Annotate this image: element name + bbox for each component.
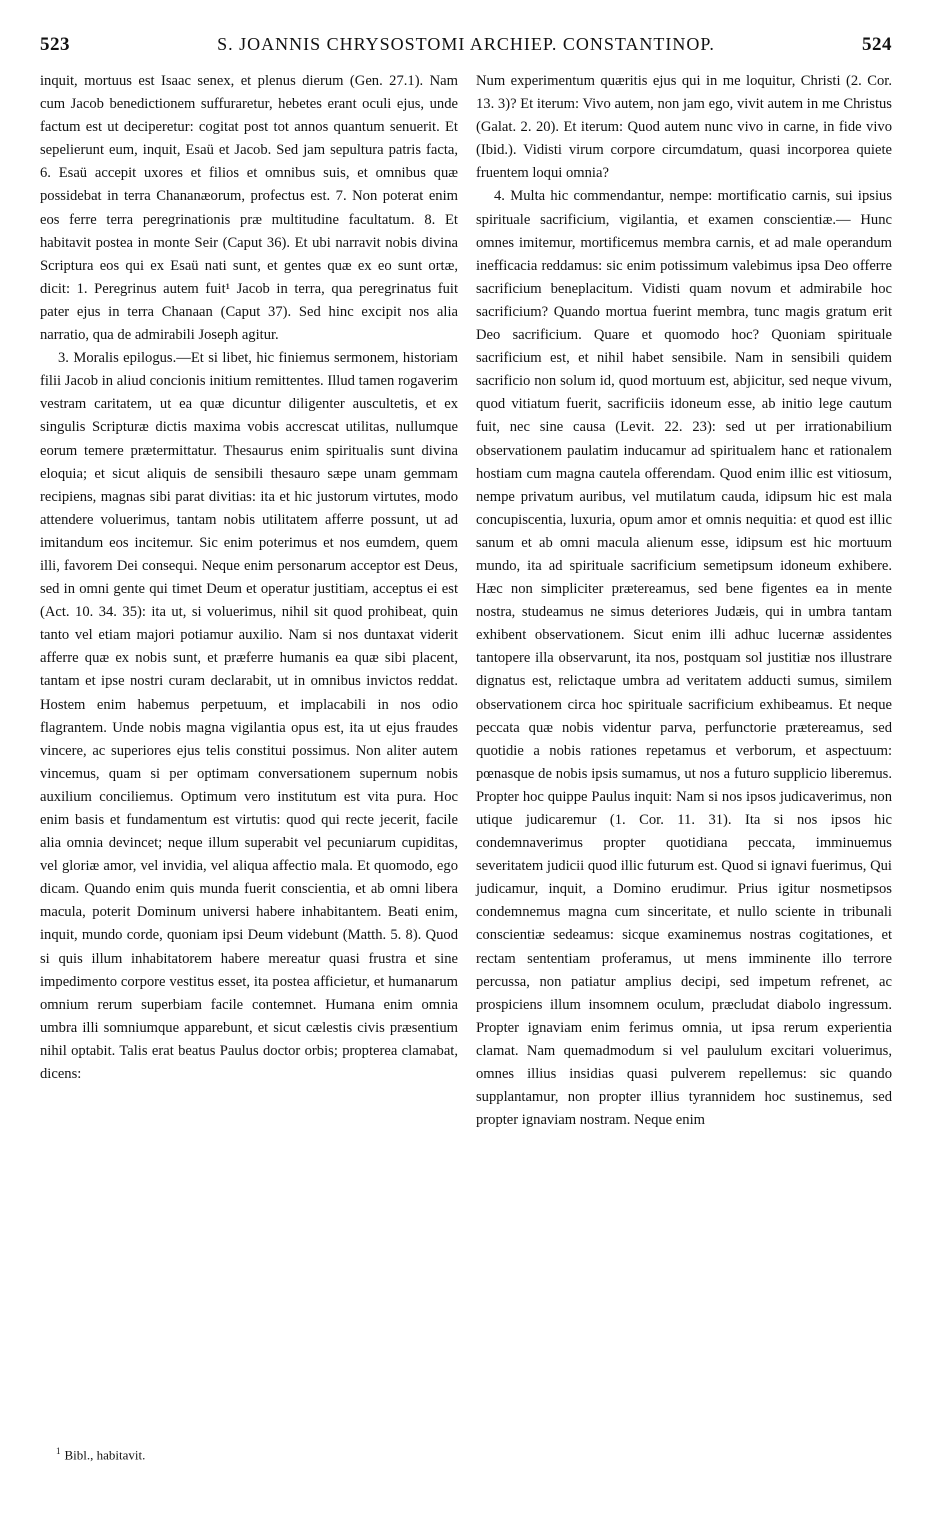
- right-column: [476, 70, 892, 1132]
- footnote: [56, 1442, 145, 1464]
- running-title: S. JOANNIS CHRYSOSTOMI ARCHIEP. CONSTANTINOP.: [217, 34, 715, 54]
- left-paragraph-2: 3. Moralis epilogus.—Et si libet, hic finiemus sermonem, historiam filii Jacob in aliud concionis initium remittentes. Illud tamen rogaverim vestram caritatem, ut ea quæ dicuntur diligenter auscultetis, et ex singulis Scripturæ dictis maxima vobis accrescat utilitas, nullumque eorum temere prætermittatur. Thesaurus enim spiritualis sunt divina eloquia; et sicut aliquis de sensibili thesauro sæpe unam gemmam recipiens, magnas sibi parat divitias: ita et hic justorum virtutes, modo attendere voluerimus, tantam nobis utilitatem afferre possunt, ut ad imitandum eos incitemur. Sic enim poterimus et nos eumdem, quem illi, favorem Dei consequi. Neque enim personarum acceptor est Deus, sed in omni gente qui timet Deum et operatur justitiam, acceptus ei est (Act. 10. 34. 35): ita ut, si voluerimus, nihil sit quod prohibeat, quin tanto vel etiam majori potiamur auxilio. Nam si nos duntaxat viderit afferre quæ ex nobis sunt, et præferre humanis ea quæ sibi placent, tantam et ipse nostri curam declarabit, ut in omnibus invictos reddat. Hostem enim habemus perpetuum, et implacabili in nos odio flagrantem. Unde nobis magna vigilantia opus est, ita ut ejus fraudes vincere, ac superiores ejus telis constitui possimus. Non aliter autem vincemus, quam si per optimam conversationem supernum nobis auxilium conciliemus. Optimum vero institutum est vita pura. Hoc enim basis et fundamentum est virtutis: quod qui recte jecerit, facile alia omnia devincet; neque illum superabit vel pecuniarum cupiditas, vel gloriæ amor, vel invidia, vel aliqua affectio mala. Et quomodo, ego dicam. Quando enim quis munda fuerit conscientia, et ab omni libera macula, poterit Dominum universi habere inhabitantem. Beati enim, inquit, mundo corde, quoniam ipsi Deum videbunt (Matth. 5. 8). Quod si quis illum inhabitatorem habere mereatur quasi frustra et sine impedimento corpore vestitus esset, ita postea afficietur, et humanarum omnium rerum superbiam facile contemnet. Humana enim omnia umbra illi somniumque apparebunt, et sicut cælestis civis præsentium nihil optabit. Talis erat beatus Paulus doctor orbis; propterea clamabat, dicens:: [40, 350, 458, 1083]
- left-column: [40, 70, 458, 1086]
- right-page-number: 524: [862, 34, 892, 55]
- right-paragraph-2: 4. Multa hic commendantur, nempe: mortificatio carnis, sui ipsius spirituale sacrificium, vigilantia, et examen conscientiæ.— Hunc omnes imitemur, mortificemus membra carnis, et ad male operandum inefficacia reddamus: sic enim potissimum valebimus ipsa Deo offerre sacrificium beneplacitum. Vidisti quam novum et admirabile hoc sacrificium? Quando mortua fuerint membra, tunc magis gratum erit Deo sacrificium. Quare et quomodo hoc? Quoniam spirituale sacrificium est, et nihil habet sensibile. Nam in sensibili quidem sacrificio non solum id, quod mortuum est, abjicitur, sed neque vivum, quod vitiatum fuerit, sacrificiis idoneum esse, ab initio lege cautum fuit, nec sine causa (Levit. 22. 23): sed ut per irrationabilium observationem paulatim inducamur ad spiritualem hanc et rationalem hostiam cum magna cautela offerendam. Quod enim illic est vitiosum, nempe privatum auribus, vel mutilatum cauda, idipsum hic est mala concupiscentia, luxuria, opum amor et omnis nequitia: et quod est illic sanum et ab omni macula alienum esse, idipsum est hic mortuum mundo, ita ad spirituale sacrificium semetipsum idoneum exhibere. Hæc non simpliciter prætereamus, sed bene figentes ea in mente nostra, studeamus ne simus deteriores Judæis, qui in umbra tantam exhibent observationem. Sicut enim illi adhuc lucernæ assidentes tantopere illa observarunt, ita nos, postquam sol justitiæ nos illustrare dignatus est, relictaque umbra ad veritatem adducti sumus, similem observationem circa hoc spirituale sacrificium exhibeamus. Et neque peccata quæ nobis videntur parva, perfunctorie prætereamus, sed quotidie a nobis rationes repetamus et verborum, et aspectuum: pœnasque de nobis ipsis sumamus, ut nos a futuro supplicio liberemus. Propter hoc quippe Paulus inquit: Nam si nos ipsos judicaverimus, non utique judicaremur (1. Cor. 11. 31). Ita si nos ipsos hic condemnaverimus propter quotidiana peccata, imminuemus severitatem judicii quod illic futurum est. Quod si ignavi fuerimus, Qui judicamur, inquit, a Domino erudimur. Prius igitur nosmetipsos condemnemus magna cum sinceritate, et nullo sciente in tribunali conscientiæ sedeamus: sicque examinemus nostras cogitationes, et rectam sententiam proferamus, ut mens imminente illo terrore percussa, non patiatur amplius decipi, sed impetum refrenet, ac prospiciens illum insomnem oculum, præcludat diabolo ingressum. Propter ignaviam enim ferimus omnia, ut ipsa rerum experientia clamat. Nam quemadmodum si vel paululum excitari voluerimus, omnes illius insidias quasi pulverem repellemus: sic quando supplantamur, non propter illius tyrannidem hoc sustinemus, sed propter ignaviam nostram. Neque enim: [476, 188, 892, 1129]
- left-page-number: 523: [40, 34, 70, 55]
- footnote-marker: 1: [56, 1446, 61, 1456]
- column-divider: [458, 70, 459, 1440]
- footnote-rule: [40, 1424, 190, 1425]
- running-header: [40, 34, 892, 60]
- footnote-text: Bibl., habitavit.: [64, 1447, 146, 1463]
- left-paragraph-1: inquit, mortuus est Isaac senex, et plenus dierum (Gen. 27.1). Nam cum Jacob benedictionem suffuraretur, hebetes erant oculi ejus, unde factum est ut deciperetur: cogitat post tot annos quantum senuerit. Et sepelierunt eum, inquit, Esaü et Jacob. Sed jam sepultura patris facta, 6. Esaü accepit uxores et filios et omnibus suis, et omnibus quæ possidebat in terra Chananæorum, profectus est. 7. Non poterat enim eos ferre terra peregrinationis præ multitudine facultatum. 8. Et habitavit postea in monte Seir (Caput 36). Et ubi narravit nobis divina Scriptura eos qui ex Esaü nati sunt, et gentes quæ ex eo sunt ortæ, dicit: 1. Peregrinus autem fuit¹ Jacob in terra, qua peregrinatus fuit pater ejus in terra Chanaan (Caput 37). Sed hinc excipit nos alia narratio, qua de admirabili Joseph agitur.: [40, 73, 458, 344]
- right-paragraph-1: Num experimentum quæritis ejus qui in me loquitur, Christi (2. Cor. 13. 3)? Et iterum: Vivo autem, non jam ego, vivit autem in me Christus (Galat. 2. 20). Et iterum: Quod autem nunc vivo in carne, in fide vivo (Ibid.). Vidisti virum corpore circumdatum, quasi incorporea quiete fruentem loqui omnia?: [476, 73, 892, 182]
